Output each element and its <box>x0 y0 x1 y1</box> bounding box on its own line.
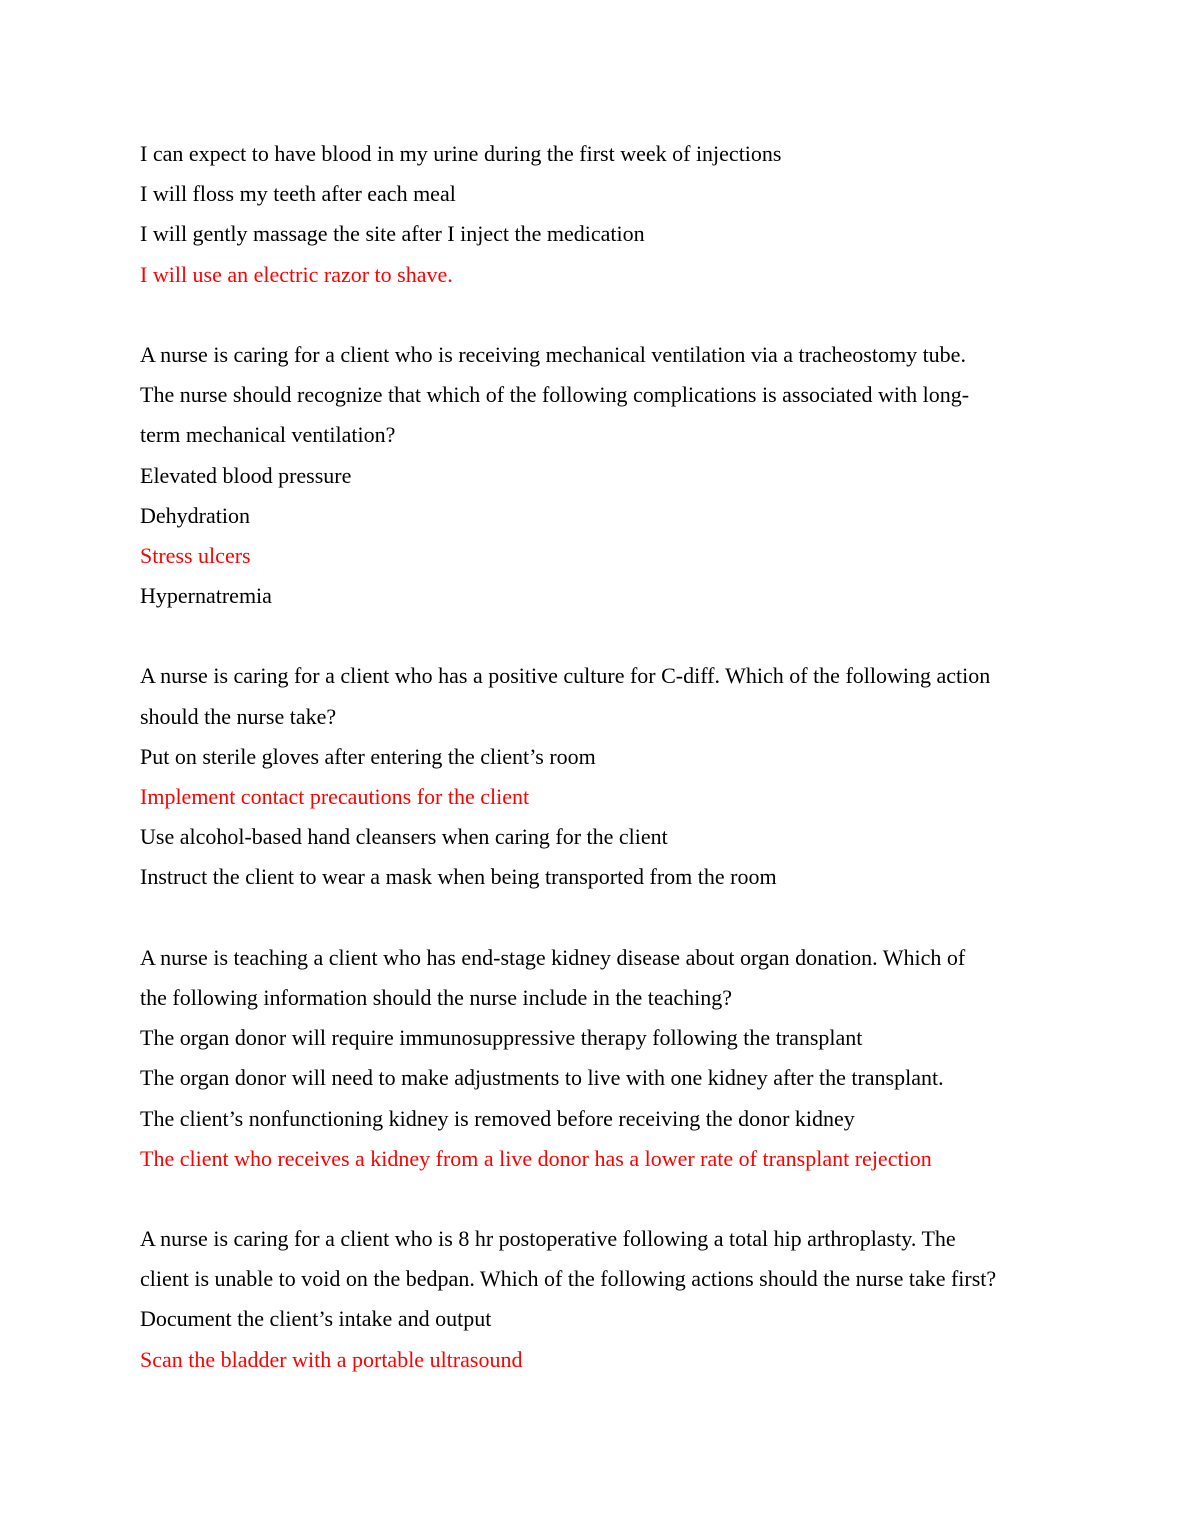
question-block-1 <box>140 134 1060 295</box>
correct-answer-option: Scan the bladder with a portable ultrasound <box>140 1346 523 1372</box>
answer-option: The organ donor will require immunosuppressive therapy following the transplant <box>140 1025 863 1051</box>
question-block-4 <box>140 938 1060 1179</box>
question-text-line: should the nurse take? <box>140 703 337 729</box>
answer-option: Dehydration <box>140 502 250 528</box>
answer-option: The client’s nonfunctioning kidney is removed before receiving the donor kidney <box>140 1105 855 1131</box>
answer-option: I will floss my teeth after each meal <box>140 181 456 207</box>
question-text-line: A nurse is caring for a client who is 8 hr postoperative following a total hip arthroplasty. The <box>140 1226 956 1252</box>
question-text-line: A nurse is caring for a client who has a positive culture for C-diff. Which of the following action <box>140 663 991 689</box>
question-text-line: The nurse should recognize that which of the following complications is associated with long- <box>140 382 970 408</box>
question-text-line: client is unable to void on the bedpan. Which of the following actions should the nurse take first? <box>140 1266 997 1292</box>
answer-option: Document the client’s intake and output <box>140 1306 492 1332</box>
answer-option: The organ donor will need to make adjustments to live with one kidney after the transplant. <box>140 1065 944 1091</box>
question-block-3 <box>140 656 1060 897</box>
answer-option: Hypernatremia <box>140 583 272 609</box>
correct-answer-option: Implement contact precautions for the client <box>140 784 530 809</box>
answer-option: Use alcohol-based hand cleansers when caring for the client <box>140 824 668 850</box>
answer-option: Instruct the client to wear a mask when being transported from the room <box>140 864 777 890</box>
question-text-line: A nurse is caring for a client who is receiving mechanical ventilation via a tracheostomy tube. <box>140 341 966 367</box>
correct-answer-option: I will use an electric razor to shave. <box>140 261 453 287</box>
question-text-line: term mechanical ventilation? <box>140 422 396 448</box>
answer-option: I can expect to have blood in my urine during the first week of injections <box>140 141 782 166</box>
question-block-5 <box>140 1219 1060 1380</box>
answer-option: Put on sterile gloves after entering the client’s room <box>140 743 596 769</box>
block-spacer <box>140 898 1060 938</box>
answer-option: I will gently massage the site after I inject the medication <box>140 221 645 247</box>
question-text-line: the following information should the nurse include in the teaching? <box>140 984 733 1010</box>
correct-answer-option: The client who receives a kidney from a live donor has a lower rate of transplant rejection <box>140 1145 932 1171</box>
question-text-line: A nurse is teaching a client who has end-stage kidney disease about organ donation. Which of <box>140 944 966 970</box>
block-spacer <box>140 616 1060 656</box>
block-spacer <box>140 1179 1060 1219</box>
document-page <box>140 134 1060 1380</box>
block-spacer <box>140 295 1060 335</box>
question-block-2 <box>140 335 1060 616</box>
answer-option: Elevated blood pressure <box>140 462 352 488</box>
correct-answer-option: Stress ulcers <box>140 542 251 568</box>
